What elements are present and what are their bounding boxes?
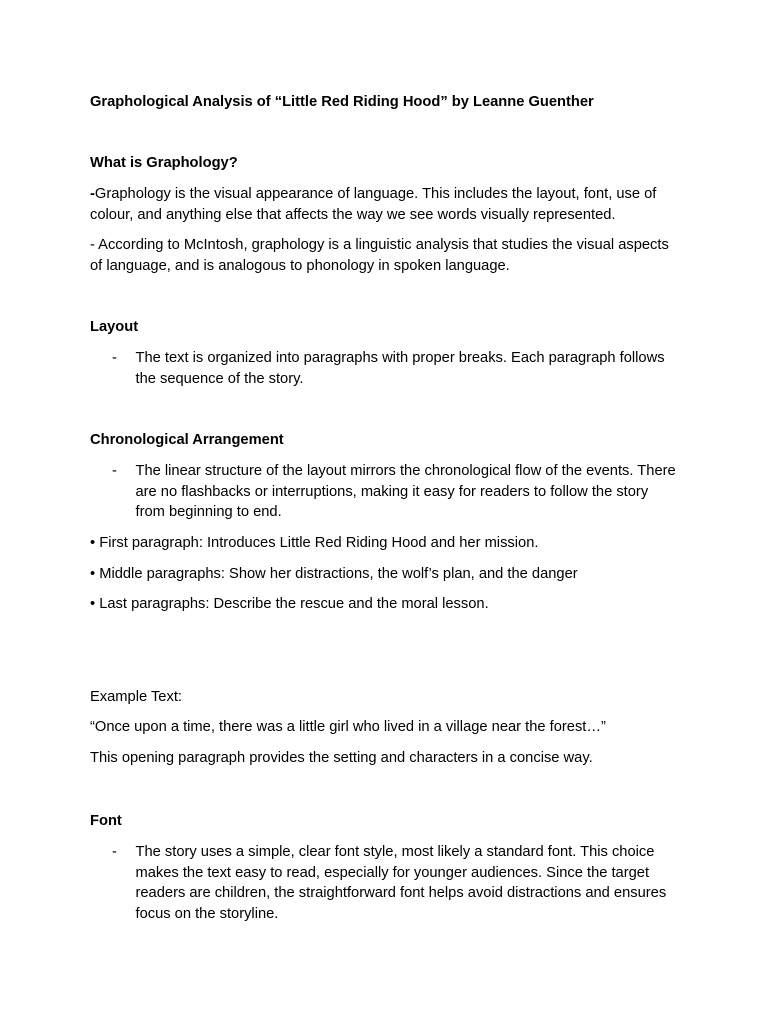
paragraph-text: Graphology is the visual appearance of language. This includes the layout, font, use of colour, and anything else that affects the way we see words visually represented.	[90, 186, 657, 223]
example-quote: “Once upon a time, there was a little girl who lived in a village near the forest…”	[90, 719, 606, 735]
list-item-text: The linear structure of the layout mirrors the chronological flow of the events. There are no flashbacks or interruptions, making it easy for readers to follow the story from beginning to end.	[135, 463, 676, 520]
heading-what-is-graphology: What is Graphology?	[90, 155, 238, 171]
dash-marker: -	[112, 463, 117, 479]
document-title: Graphological Analysis of “Little Red Riding Hood” by Leanne Guenther	[90, 94, 594, 110]
example-text-label: Example Text:	[90, 689, 182, 705]
dash-marker: -	[112, 350, 117, 366]
paragraph-graphology-definition	[90, 184, 680, 225]
heading-chronological-arrangement: Chronological Arrangement	[90, 432, 284, 448]
bullet-first-paragraph: • First paragraph: Introduces Little Red Riding Hood and her mission.	[90, 535, 539, 551]
heading-layout: Layout	[90, 319, 139, 335]
list-item-text: The text is organized into paragraphs with proper breaks. Each paragraph follows the sequence of the story.	[135, 350, 665, 387]
list-item-text: The story uses a simple, clear font style, most likely a standard font. This choice makes the text easy to read, especially for younger audiences. Since the target readers are children, the straightforward font helps avoid distractions and ensures focus on the storyline.	[135, 844, 667, 922]
paragraph-dash: -	[90, 186, 95, 202]
example-note: This opening paragraph provides the setting and characters in a concise way.	[90, 750, 593, 766]
bullet-last-paragraphs: • Last paragraphs: Describe the rescue and the moral lesson.	[90, 596, 489, 612]
bullet-middle-paragraphs: • Middle paragraphs: Show her distractions, the wolf’s plan, and the danger	[90, 566, 578, 582]
paragraph-mcintosh: - According to McIntosh, graphology is a linguistic analysis that studies the visual aspects of language, and is analogous to phonology in spoken language.	[90, 237, 669, 274]
heading-font: Font	[90, 813, 122, 829]
dash-marker: -	[112, 844, 117, 860]
